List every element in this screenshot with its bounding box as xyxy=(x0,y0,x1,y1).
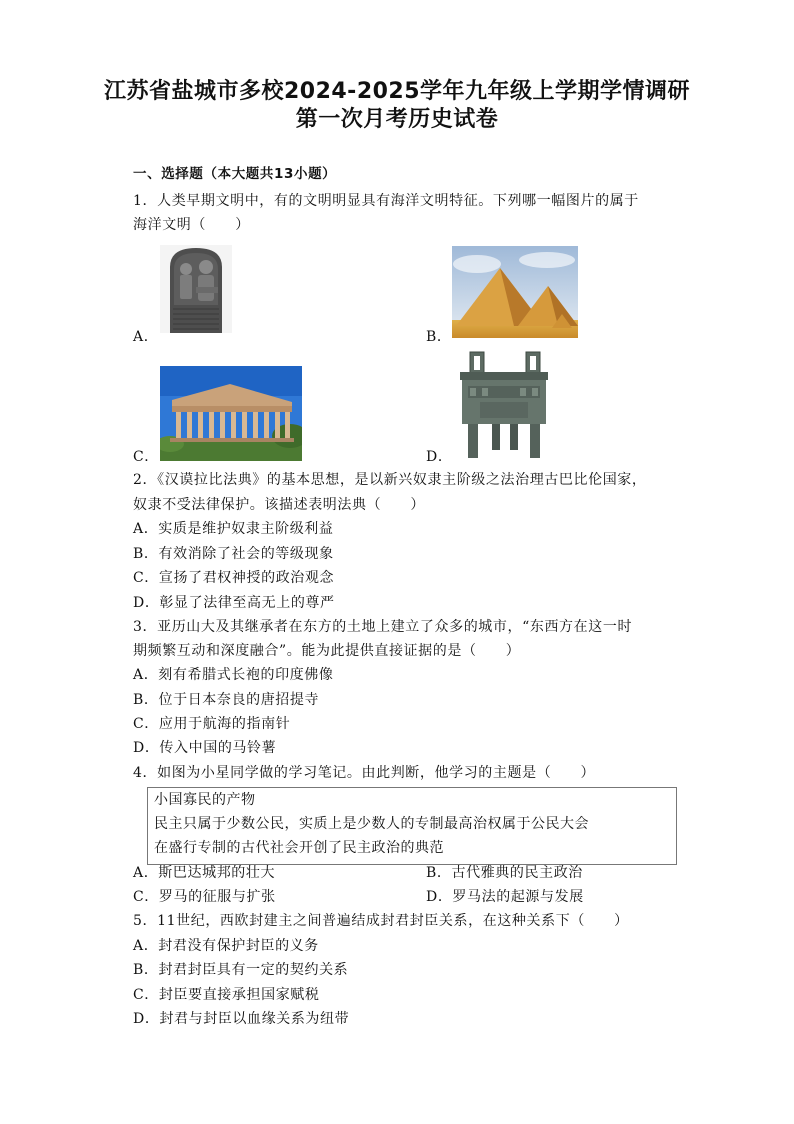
q5-stem: 5．11世纪，西欧封建主之间普遍结成封君封臣关系，在这种关系下（ ） xyxy=(133,913,629,929)
q5-option-c: C．封臣要直接承担国家赋税 xyxy=(133,987,320,1003)
q1-option-d-label: D． xyxy=(426,449,453,465)
q5-option-d: D．封君与封臣以血缘关系为纽带 xyxy=(133,1011,350,1027)
q2-option-a: A．实质是维护奴隶主阶级利益 xyxy=(133,521,334,537)
q2-stem-line2: 奴隶不受法律保护。该描述表明法典（ ） xyxy=(133,497,425,513)
q3-stem-line1: 3．亚历山大及其继承者在东方的土地上建立了众多的城市，“东西方在这一时 xyxy=(133,619,633,635)
hammurabi-stele-image xyxy=(160,245,232,333)
q3-option-d: D．传入中国的马铃薯 xyxy=(133,740,277,756)
study-note-line3: 在盛行专制的古代社会开创了民主政治的典范 xyxy=(154,840,444,856)
q2-option-b: B．有效消除了社会的等级现象 xyxy=(133,546,334,562)
q4-option-d: D．罗马法的起源与发展 xyxy=(426,889,584,905)
q4-stem: 4．如图为小星同学做的学习笔记。由此判断，他学习的主题是（ ） xyxy=(133,765,596,781)
q2-option-d: D．彰显了法律至高无上的尊严 xyxy=(133,595,335,611)
greek-temple-image xyxy=(160,366,302,461)
q1-stem-line2: 海洋文明（ ） xyxy=(133,217,250,233)
study-note-line1: 小国寡民的产物 xyxy=(154,792,256,808)
q5-option-b: B．封君封臣具有一定的契约关系 xyxy=(133,962,349,978)
q2-stem-line1: 2．《汉谟拉比法典》的基本思想，是以新兴奴隶主阶级之法治理古巴比伦国家， xyxy=(133,472,647,488)
q4-option-a: A．斯巴达城邦的壮大 xyxy=(133,865,276,881)
q5-option-a: A．封君没有保护封臣的义务 xyxy=(133,938,319,954)
exam-title-line1: 江苏省盐城市多校2024-2025学年九年级上学期学情调研 xyxy=(103,79,691,104)
study-note-line2: 民主只属于少数公民，实质上是少数人的专制最高治权属于公民大会 xyxy=(154,816,589,832)
bronze-ding-image xyxy=(452,348,556,460)
q2-option-c: C．宣扬了君权神授的政治观念 xyxy=(133,570,335,586)
q4-option-b: B．古代雅典的民主政治 xyxy=(426,865,583,881)
q1-option-c-label: C． xyxy=(133,449,159,465)
exam-title-line2: 第一次月考历史试卷 xyxy=(295,107,499,132)
q1-stem-line1: 1．人类早期文明中，有的文明明显具有海洋文明特征。下列哪一幅图片的属于 xyxy=(133,193,639,209)
q3-option-c: C．应用于航海的指南针 xyxy=(133,716,291,732)
q4-option-c: C．罗马的征服与扩张 xyxy=(133,889,276,905)
q1-option-a-label: A． xyxy=(133,329,159,345)
study-note-box xyxy=(147,787,677,865)
pyramids-image xyxy=(452,246,578,338)
q3-option-b: B．位于日本奈良的唐招提寺 xyxy=(133,692,320,708)
q3-stem-line2: 期频繁互动和深度融合”。能为此提供直接证据的是（ ） xyxy=(133,643,521,659)
q1-option-b-label: B． xyxy=(426,329,452,345)
q3-option-a: A．刻有希腊式长袍的印度佛像 xyxy=(133,667,334,683)
section-heading: 一、选择题（本大题共13小题） xyxy=(133,166,337,182)
